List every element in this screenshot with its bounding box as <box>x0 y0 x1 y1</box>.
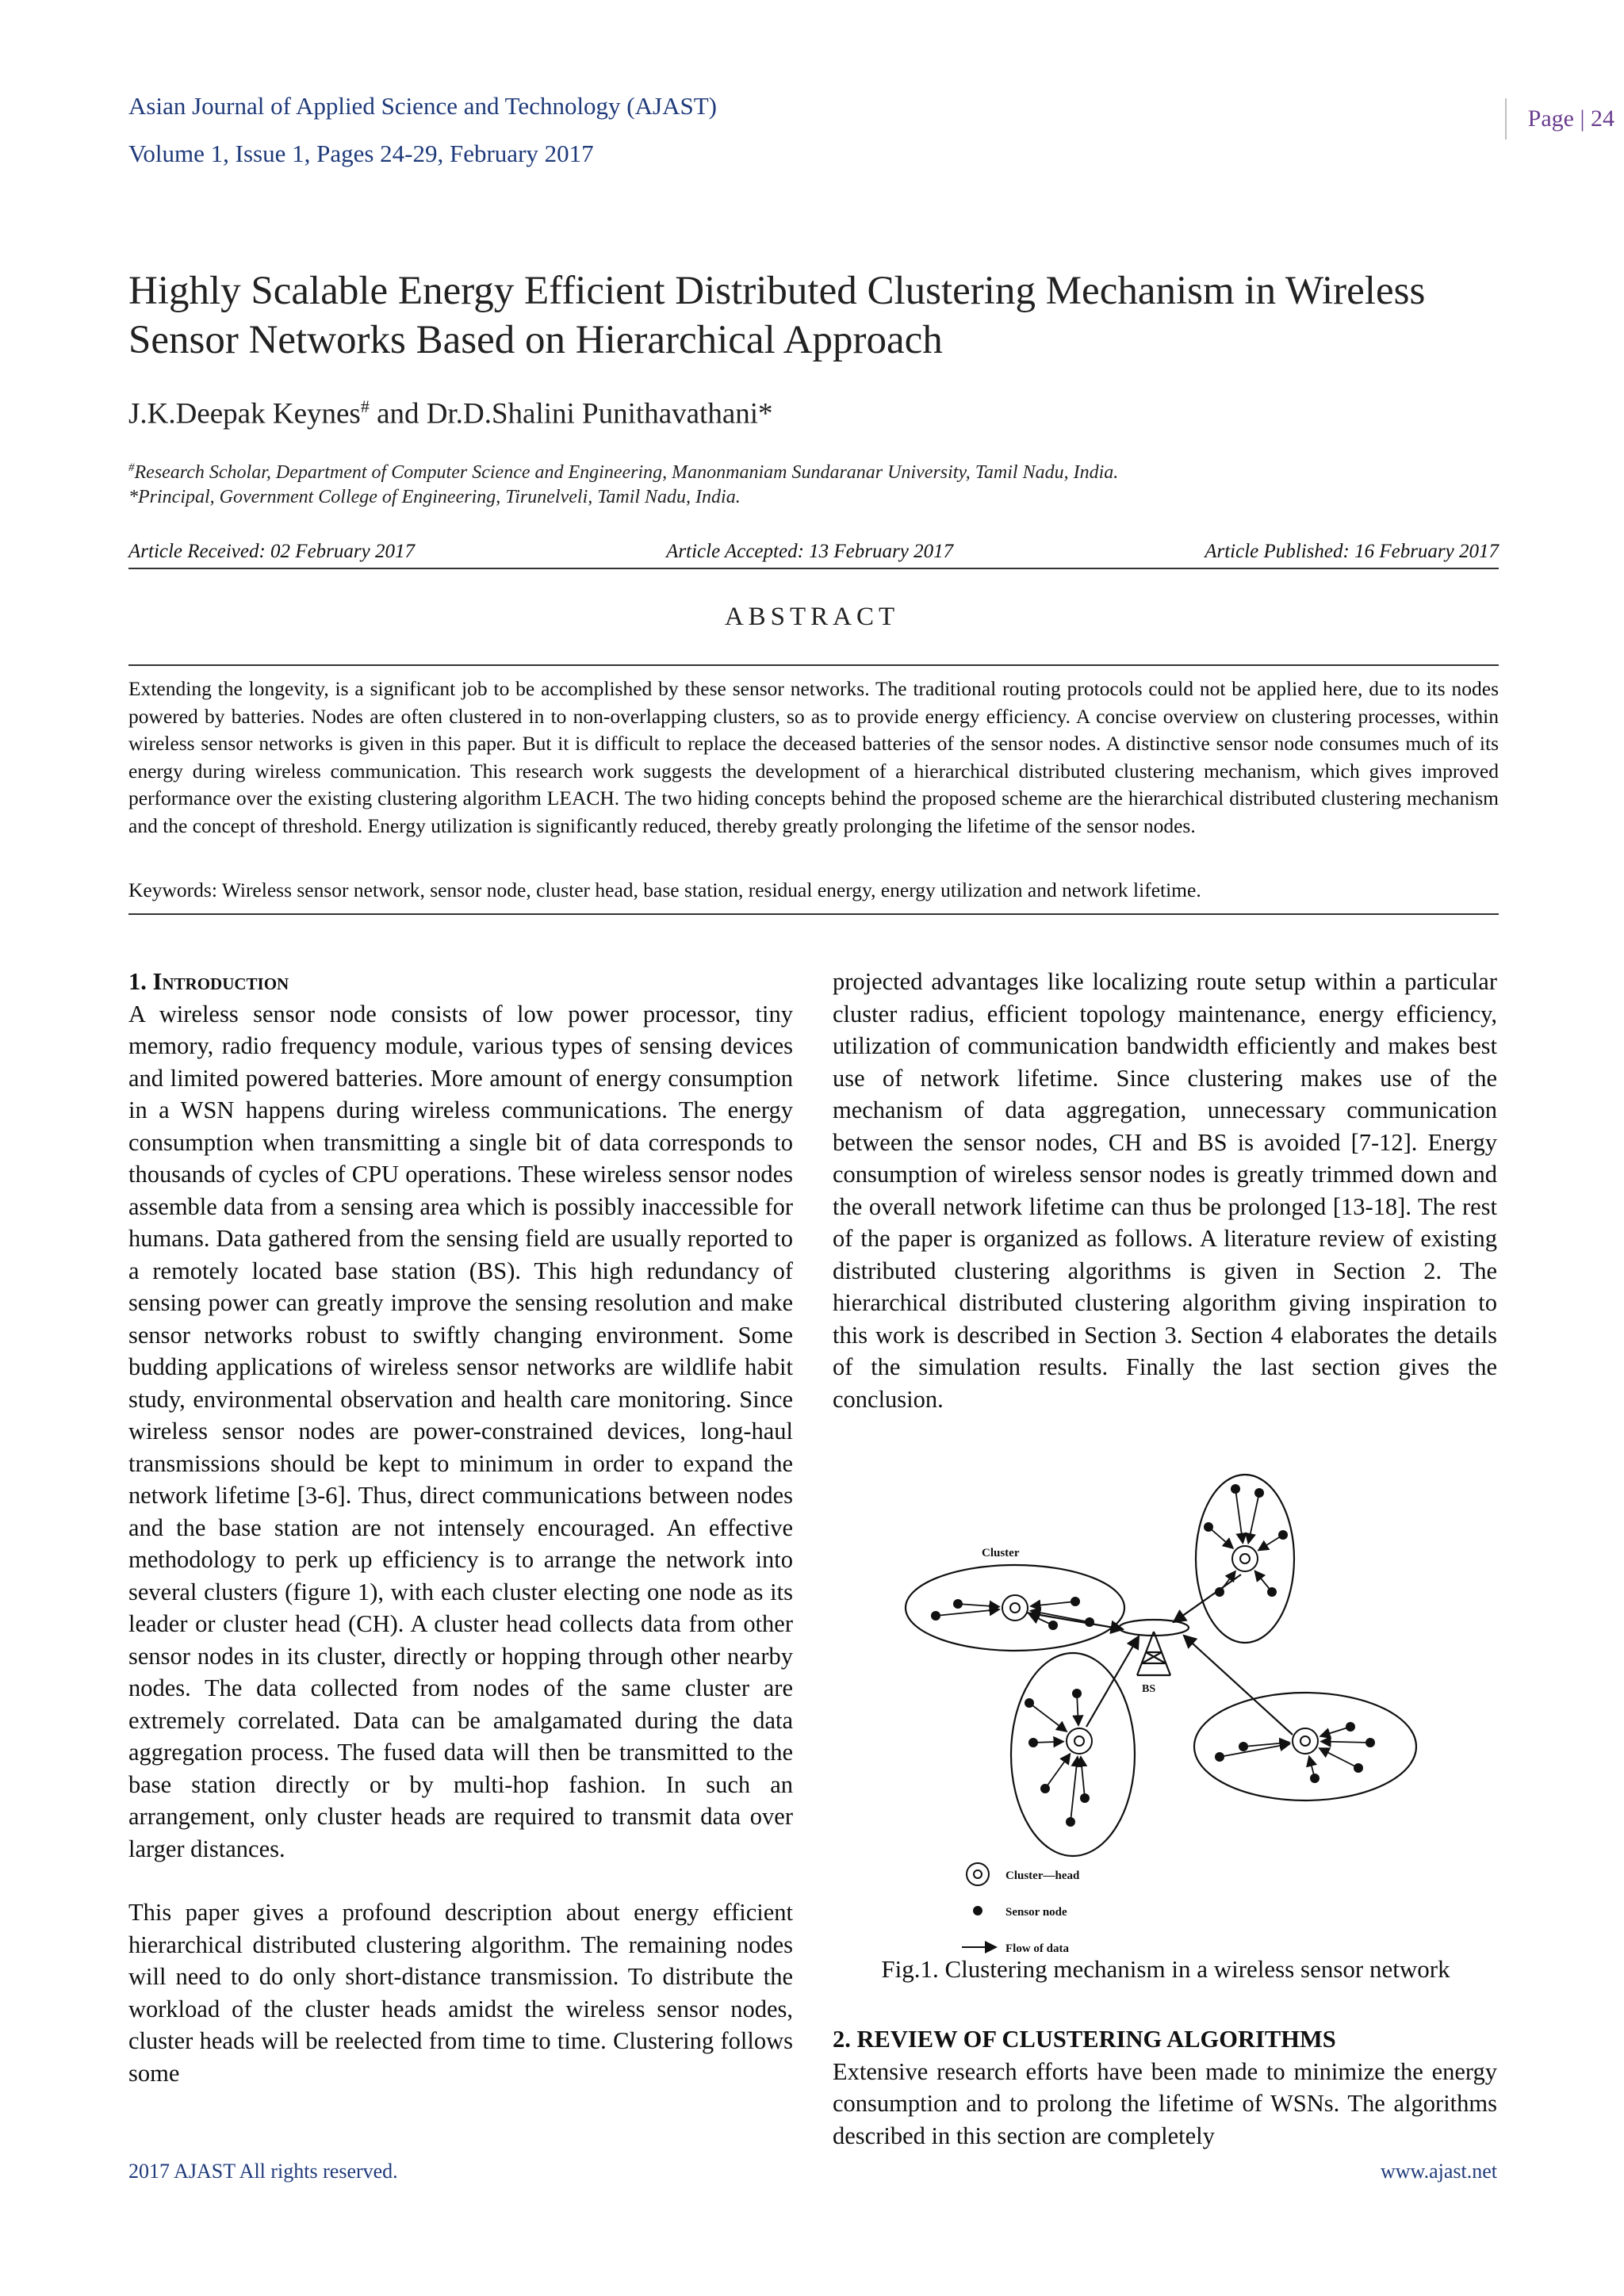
data-flow-arrow <box>1208 1527 1233 1548</box>
sensor-node <box>1028 1738 1038 1747</box>
data-flow-arrow <box>1248 1493 1259 1543</box>
article-dates <box>128 541 1499 563</box>
page-number <box>1505 98 1624 140</box>
author-line <box>128 396 773 430</box>
sensor-node <box>1254 1488 1264 1498</box>
affiliation-1-mark: # <box>128 461 135 474</box>
sensor-node <box>1215 1752 1224 1762</box>
sensor-node <box>1040 1784 1050 1793</box>
data-flow-arrow <box>1045 1754 1070 1789</box>
abstract-text: Extending the longevity, is a significant job to be accomplished by these sensor networks. The traditional routing protocols could not be applied here, due to its nodes powered by batteries. Nodes are often clustered in to non-overlapping clusters, so as to provide energy efficiency. A concise overview on clustering processes, within wireless sensor networks is given in this paper. But it is difficult to replace the deceased batteries of the sensor nodes. A distinctive sensor node consumes much of its energy during wireless communication. This research work suggests the development of a hierarchical distributed clustering mechanism, which gives improved performance over the existing clustering algorithm LEACH. The two hiding concepts behind the proposed scheme are the hierarchical distributed clustering mechanism and the concept of threshold. Energy utilization is significantly reduced, thereby greatly prolonging the lifetime of the sensor nodes. <box>128 677 1499 837</box>
legend-cluster-head-icon <box>967 1863 989 1885</box>
intro-paragraph-2: This paper gives a profound description about energy efficient hierarchical distributed clustering algorithm. The remaining nodes will need to do only short-distance transmission. To distribute the workload of the cluster heads amidst the wireless sensor nodes, cluster heads will be reelected from time to time. Clustering follows some <box>128 1899 793 2087</box>
date-received: Article Received: 02 February 2017 <box>128 541 415 562</box>
intro-paragraph-1: A wireless sensor node consists of low power processor, tiny memory, radio frequency module, various types of sensing devices and limited powered batteries. More amount of energy consumption in a WSN happens during wireless communications. The energy consumption when transmitting a single bit of data corresponds to thousands of cycles of CPU operations. These wireless sensor nodes assemble data from a sensing area which is possibly inaccessible for humans. Data gathered from the sensing field are usually reported to a remotely located base station (BS). This high redundancy of sensing power can greatly improve the sensing resolution and make sensor networks robust to swiftly changing environment. Some budding applications of wireless sensor networks are wildlife habit study, environmental observation and health care monitoring. Since wireless sensor nodes are power-constrained devices, long-haul transmissions should be kept to minimum in order to expand the network lifetime [3-6]. Thus, direct communications between nodes and the base station are not intensely encouraged. An effective methodology to perk up efficiency is to arrange the network into several clusters (figure 1), with each cluster electing one node as its leader or cluster head (CH). A cluster head collects data from other sensor nodes in its cluster, directly or hopping through other nearby nodes. The data collected from nodes of the same cluster are extremely correlated. Data can be amalgamated during the data aggregation process. The fused data will then be transmitted to the base station directly or by multi-hop fashion. In such an arrangement, only cluster heads are required to transmit data over larger distances. <box>128 1000 793 1862</box>
cluster-head-icon <box>1293 1728 1318 1754</box>
right-column <box>833 966 1497 1415</box>
left-column <box>128 966 793 2089</box>
section-2 <box>833 2023 1497 2152</box>
author-2: and Dr.D.Shalini Punithavathani* <box>369 397 773 430</box>
sensor-node <box>1085 1617 1094 1627</box>
figure-caption: Fig.1. Clustering mechanism in a wireless sensor network <box>881 1955 1450 1983</box>
author-1: J.K.Deepak Keynes <box>128 397 361 430</box>
data-flow-arrow <box>1071 1757 1078 1822</box>
data-flow-arrow <box>936 1609 999 1616</box>
cluster-head-icon <box>1067 1728 1092 1754</box>
cluster-top-right <box>1196 1475 1294 1643</box>
sensor-node <box>1204 1522 1213 1532</box>
data-flow-arrow <box>1029 1703 1067 1732</box>
date-published: Article Published: 16 February 2017 <box>1205 541 1499 562</box>
affiliation-1-text: Research Scholar, Department of Computer Science and Engineering, Manonmaniam Sundaranar University, Tamil Nadu, India. <box>134 462 1119 483</box>
sensor-node <box>1239 1742 1248 1751</box>
footer-website: www.ajast.net <box>1380 2160 1497 2183</box>
figure-label-cluster: Cluster <box>982 1547 1020 1559</box>
author-1-mark: # <box>360 396 370 416</box>
affiliation-1 <box>128 461 1118 484</box>
section-2-heading: 2. REVIEW OF CLUSTERING ALGORITHMS <box>833 2026 1336 2053</box>
abstract-heading: ABSTRACT <box>724 603 900 631</box>
data-flow-arrow <box>1321 1741 1370 1743</box>
sensor-node <box>1066 1817 1075 1827</box>
sensor-node <box>1354 1763 1363 1773</box>
sensor-node <box>1365 1738 1375 1747</box>
data-flow-arrow <box>1235 1489 1243 1543</box>
legend-cluster-head: Cluster—head <box>1005 1869 1080 1882</box>
page-number-text: Page | 24 <box>1527 105 1614 132</box>
data-flow-arrow <box>958 1604 999 1607</box>
section-1-heading <box>128 966 793 998</box>
cluster-top-left <box>906 1565 1124 1651</box>
section-1-title: Introduction <box>152 968 289 995</box>
sensor-node <box>1080 1793 1090 1803</box>
footer-copyright: 2017 AJAST All rights reserved. <box>128 2160 398 2183</box>
sensor-node <box>1346 1722 1355 1732</box>
sensor-node <box>1310 1774 1320 1783</box>
data-flow-arrow <box>1077 1693 1078 1725</box>
data-flow-arrow <box>1081 1757 1085 1798</box>
data-flow-arrow <box>1320 1748 1358 1768</box>
legend-sensor-node: Sensor node <box>1005 1906 1067 1919</box>
sensor-node <box>1072 1689 1082 1698</box>
legend-sensor-node-icon <box>973 1906 982 1915</box>
sensor-node <box>1231 1484 1240 1494</box>
divider <box>128 664 1499 666</box>
intro-paragraph-3: projected advantages like localizing route setup within a particular cluster radius, efficient topology maintenance, energy efficiency, utilization of communication bandwidth efficiently and makes best use of network lifetime. Since clustering makes use of the mechanism of data aggregation, unnecessary communication between the sensor nodes, CH and BS is avoided [7-12]. Energy consumption of wireless sensor nodes is greatly trimmed down and the overall network lifetime can thus be prolonged [13-18]. The rest of the paper is organized as follows. A literature review of existing distributed clustering algorithms is given in Section 2. The hierarchical distributed clustering algorithm giving inspiration to this work is described in Section 3. Section 4 elaborates the details of the simulation results. Finally the last section gives the conclusion. <box>833 968 1497 1413</box>
sensor-node <box>1278 1530 1288 1540</box>
sensor-node <box>1215 1587 1224 1597</box>
affiliation-2: *Principal, Government College of Engineering, Tirunelveli, Tamil Nadu, India. <box>128 487 741 507</box>
figure-label-bs: BS <box>1142 1683 1156 1695</box>
section-1-number: 1. <box>128 968 153 995</box>
section-2-text: Extensive research efforts have been made to minimize the energy consumption and to prolong the lifetime of WSNs. The algorithms described in this section are completely <box>833 2057 1497 2149</box>
sensor-node <box>1048 1621 1058 1630</box>
cluster-head-icon <box>1232 1546 1258 1571</box>
data-flow-arrow <box>1031 1611 1090 1622</box>
divider <box>128 568 1499 569</box>
date-accepted: Article Accepted: 13 February 2017 <box>666 541 954 562</box>
article-title: Highly Scalable Energy Efficient Distributed Clustering Mechanism in Wireless Sensor Networks Based on Hierarchical Approach <box>128 269 1426 362</box>
clustering-figure <box>887 1473 1426 1957</box>
divider <box>128 913 1499 915</box>
sensor-node <box>953 1599 963 1609</box>
journal-name: Asian Journal of Applied Science and Technology (AJAST) <box>128 92 717 120</box>
legend-flow: Flow of data <box>1005 1942 1069 1955</box>
sensor-node <box>1071 1597 1080 1606</box>
base-station-tower <box>1137 1632 1170 1675</box>
data-flow-arrow <box>1031 1601 1075 1606</box>
sensor-node <box>1267 1587 1277 1597</box>
keywords: Keywords: Wireless sensor network, sensor node, cluster head, base station, residual energy, energy utilization and network lifetime. <box>128 878 1201 901</box>
cluster-head-icon <box>1002 1595 1028 1621</box>
sensor-node <box>1025 1698 1034 1708</box>
sensor-node <box>931 1611 940 1621</box>
volume-info: Volume 1, Issue 1, Pages 24-29, February 2017 <box>128 140 594 167</box>
